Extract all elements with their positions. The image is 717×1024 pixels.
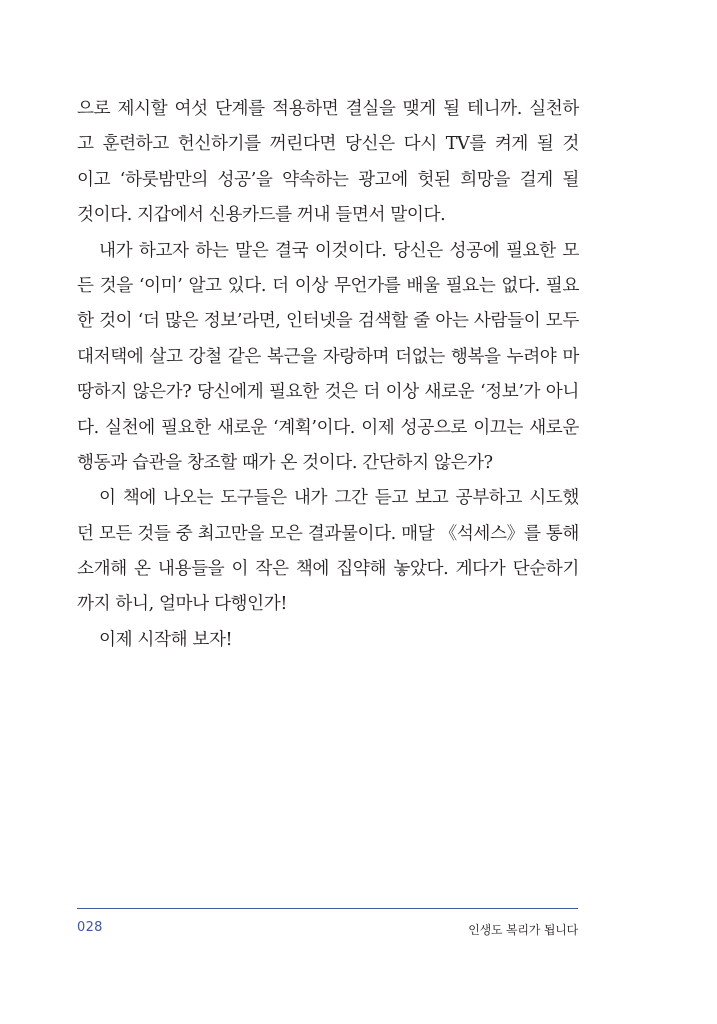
text-line: 으로 제시할 여섯 단계를 적용하면 결실을 맺게 될 테니까. 실천하	[77, 99, 579, 119]
text-line: 소개해 온 내용들을 이 작은 책에 집약해 놓았다. 게다가 단순하기	[77, 559, 579, 580]
footer-divider	[77, 908, 578, 909]
text-line: 든 것을 ‘이미’ 알고 있다. 더 이상 무언가를 배울 필요는 없다. 필요	[77, 275, 579, 296]
text-line: 것이다. 지갑에서 신용카드를 꺼내 들면서 말이다.	[77, 205, 446, 226]
text-line: 내가 하고자 하는 말은 결국 이것이다. 당신은 성공에 필요한 모	[99, 240, 579, 261]
page-number: 028	[77, 920, 103, 935]
body-text	[77, 92, 579, 658]
text-line: 행동과 습관을 창조할 때가 온 것이다. 간단하지 않은가?	[77, 452, 493, 473]
text-line: 한 것이 ‘더 많은 정보’라면, 인터넷을 검색할 줄 아는 사람들이 모두	[77, 311, 579, 332]
text-line: 던 모든 것들 중 최고만을 모은 결과물이다. 매달 《석세스》를 통해	[77, 523, 579, 544]
text-line: 다. 실천에 필요한 새로운 ‘계획’이다. 이제 성공으로 이끄는 새로운	[77, 417, 579, 438]
running-title: 인생도 복리가 됩니다	[468, 923, 578, 937]
text-line: 이 책에 나오는 도구들은 내가 그간 듣고 보고 공부하고 시도했	[99, 488, 579, 509]
text-line: 대저택에 살고 강철 같은 복근을 자랑하며 더없는 행복을 누려야 마	[77, 346, 579, 367]
text-line: 이고 ‘하룻밤만의 성공’을 약속하는 광고에 헛된 희망을 걸게 될	[77, 169, 579, 190]
text-line: 땅하지 않은가? 당신에게 필요한 것은 더 이상 새로운 ‘정보’가 아니	[77, 382, 579, 403]
text-line: 까지 하니, 얼마나 다행인가!	[77, 594, 287, 615]
text-line: 이제 시작해 보자!	[99, 629, 233, 650]
text-line: 고 훈련하고 헌신하기를 꺼린다면 당신은 다시 TV를 켜게 될 것	[77, 134, 579, 155]
